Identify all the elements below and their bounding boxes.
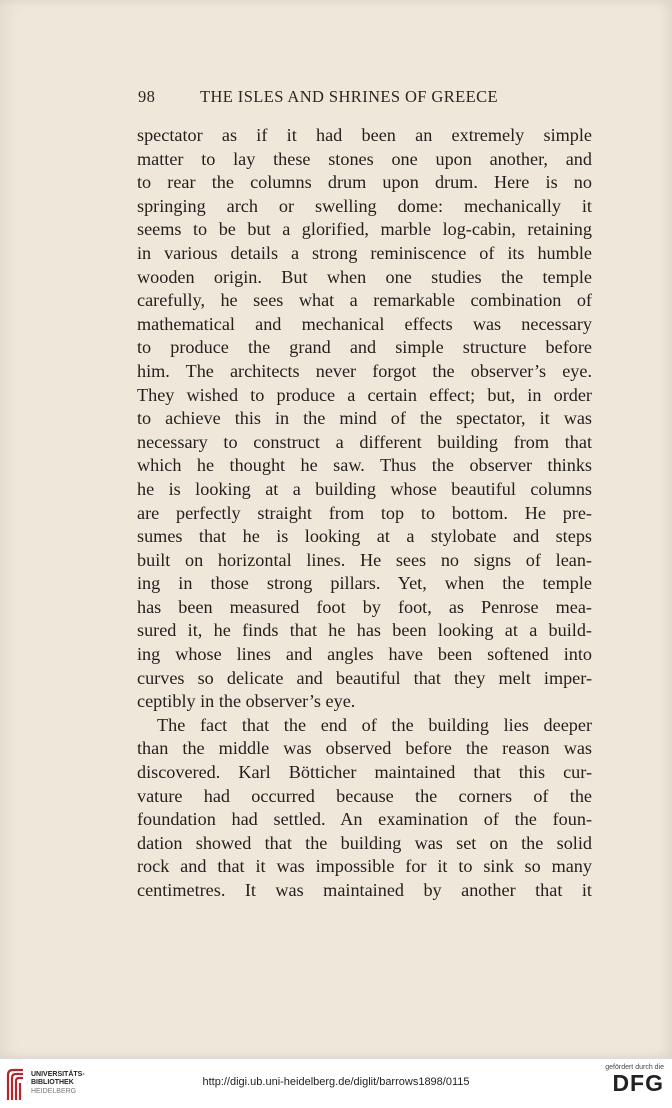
library-line: HEIDELBERG: [31, 1087, 77, 1095]
running-title: THE ISLES AND SHRINES OF GREECE: [200, 87, 498, 106]
text-line: vature had occurred because the corners of the: [137, 785, 592, 806]
text-line: ceptibly in the observer’s eye.: [137, 691, 356, 712]
text-line: sumes that he is looking at a stylobate and steps: [137, 526, 592, 547]
body-text: [137, 124, 592, 903]
text-line: in various details a strong reminiscence of its humble: [137, 242, 592, 263]
text-line: necessary to construct a different building from that: [137, 431, 592, 452]
text-line: to rear the columns drum upon drum. Here is no: [137, 172, 592, 193]
text-line: spectator as if it had been an extremely simple: [137, 125, 592, 145]
text-line: matter to lay these stones one upon another, and: [137, 148, 592, 169]
library-line: UNIVERSITÄTS-: [31, 1071, 85, 1078]
permalink-url[interactable]: http://digi.ub.uni-heidelberg.de/diglit/barrows1898/0115: [202, 1076, 470, 1088]
text-line: foundation had settled. An examination of the foun-: [137, 809, 592, 830]
text-line: which he thought he saw. Thus the observer thinks: [137, 455, 592, 476]
text-line: mathematical and mechanical effects was necessary: [137, 313, 592, 334]
text-line: to achieve this in the mind of the spectator, it was: [137, 408, 592, 429]
text-line: dation showed that the building was set on the solid: [137, 832, 592, 853]
text-line: discovered. Karl Bötticher maintained that this cur-: [137, 762, 592, 783]
text-line: curves so delicate and beautiful that they melt imper-: [137, 667, 592, 688]
text-line: carefully, he sees what a remarkable combination of: [137, 290, 592, 311]
text-line: centimetres. It was maintained by another that it: [137, 880, 592, 900]
text-line: he is looking at a building whose beautiful columns: [137, 478, 592, 499]
text-line: seems to be but a glorified, marble log-cabin, retaining: [137, 219, 592, 240]
text-line: has been measured foot by foot, as Penrose mea-: [137, 596, 592, 617]
text-line: They wished to produce a certain effect; but, in order: [137, 384, 592, 405]
library-line: BIBLIOTHEK: [31, 1079, 74, 1087]
dfg-wordmark: DFG: [612, 1070, 664, 1096]
text-line: The fact that the end of the building lies deeper: [157, 714, 592, 735]
text-line: rock and that it was impossible for it to sink so many: [137, 856, 592, 877]
dfg-logo[interactable]: [584, 1064, 664, 1096]
page-number: 98: [138, 87, 156, 106]
viewer-footer: [0, 1058, 672, 1108]
text-line: wooden origin. But when one studies the temple: [137, 266, 592, 287]
text-line: built on horizontal lines. He sees no signs of lean-: [137, 549, 592, 570]
dfg-caption: gefördert durch die: [605, 1064, 664, 1071]
text-line: springing arch or swelling dome: mechanically it: [137, 195, 592, 216]
text-line: are perfectly straight from top to bottom. He pre-: [137, 502, 592, 523]
text-line: sured it, he finds that he has been looking at a build-: [137, 620, 592, 641]
text-line: than the middle was observed before the reason was: [137, 738, 592, 759]
text-line: ing whose lines and angles have been softened into: [137, 644, 592, 665]
text-line: to produce the grand and simple structure before: [137, 337, 592, 358]
text-line: ing in those strong pillars. Yet, when the temple: [137, 573, 592, 594]
text-line: him. The architects never forgot the observer’s eye.: [137, 360, 592, 381]
running-head: [138, 87, 593, 109]
